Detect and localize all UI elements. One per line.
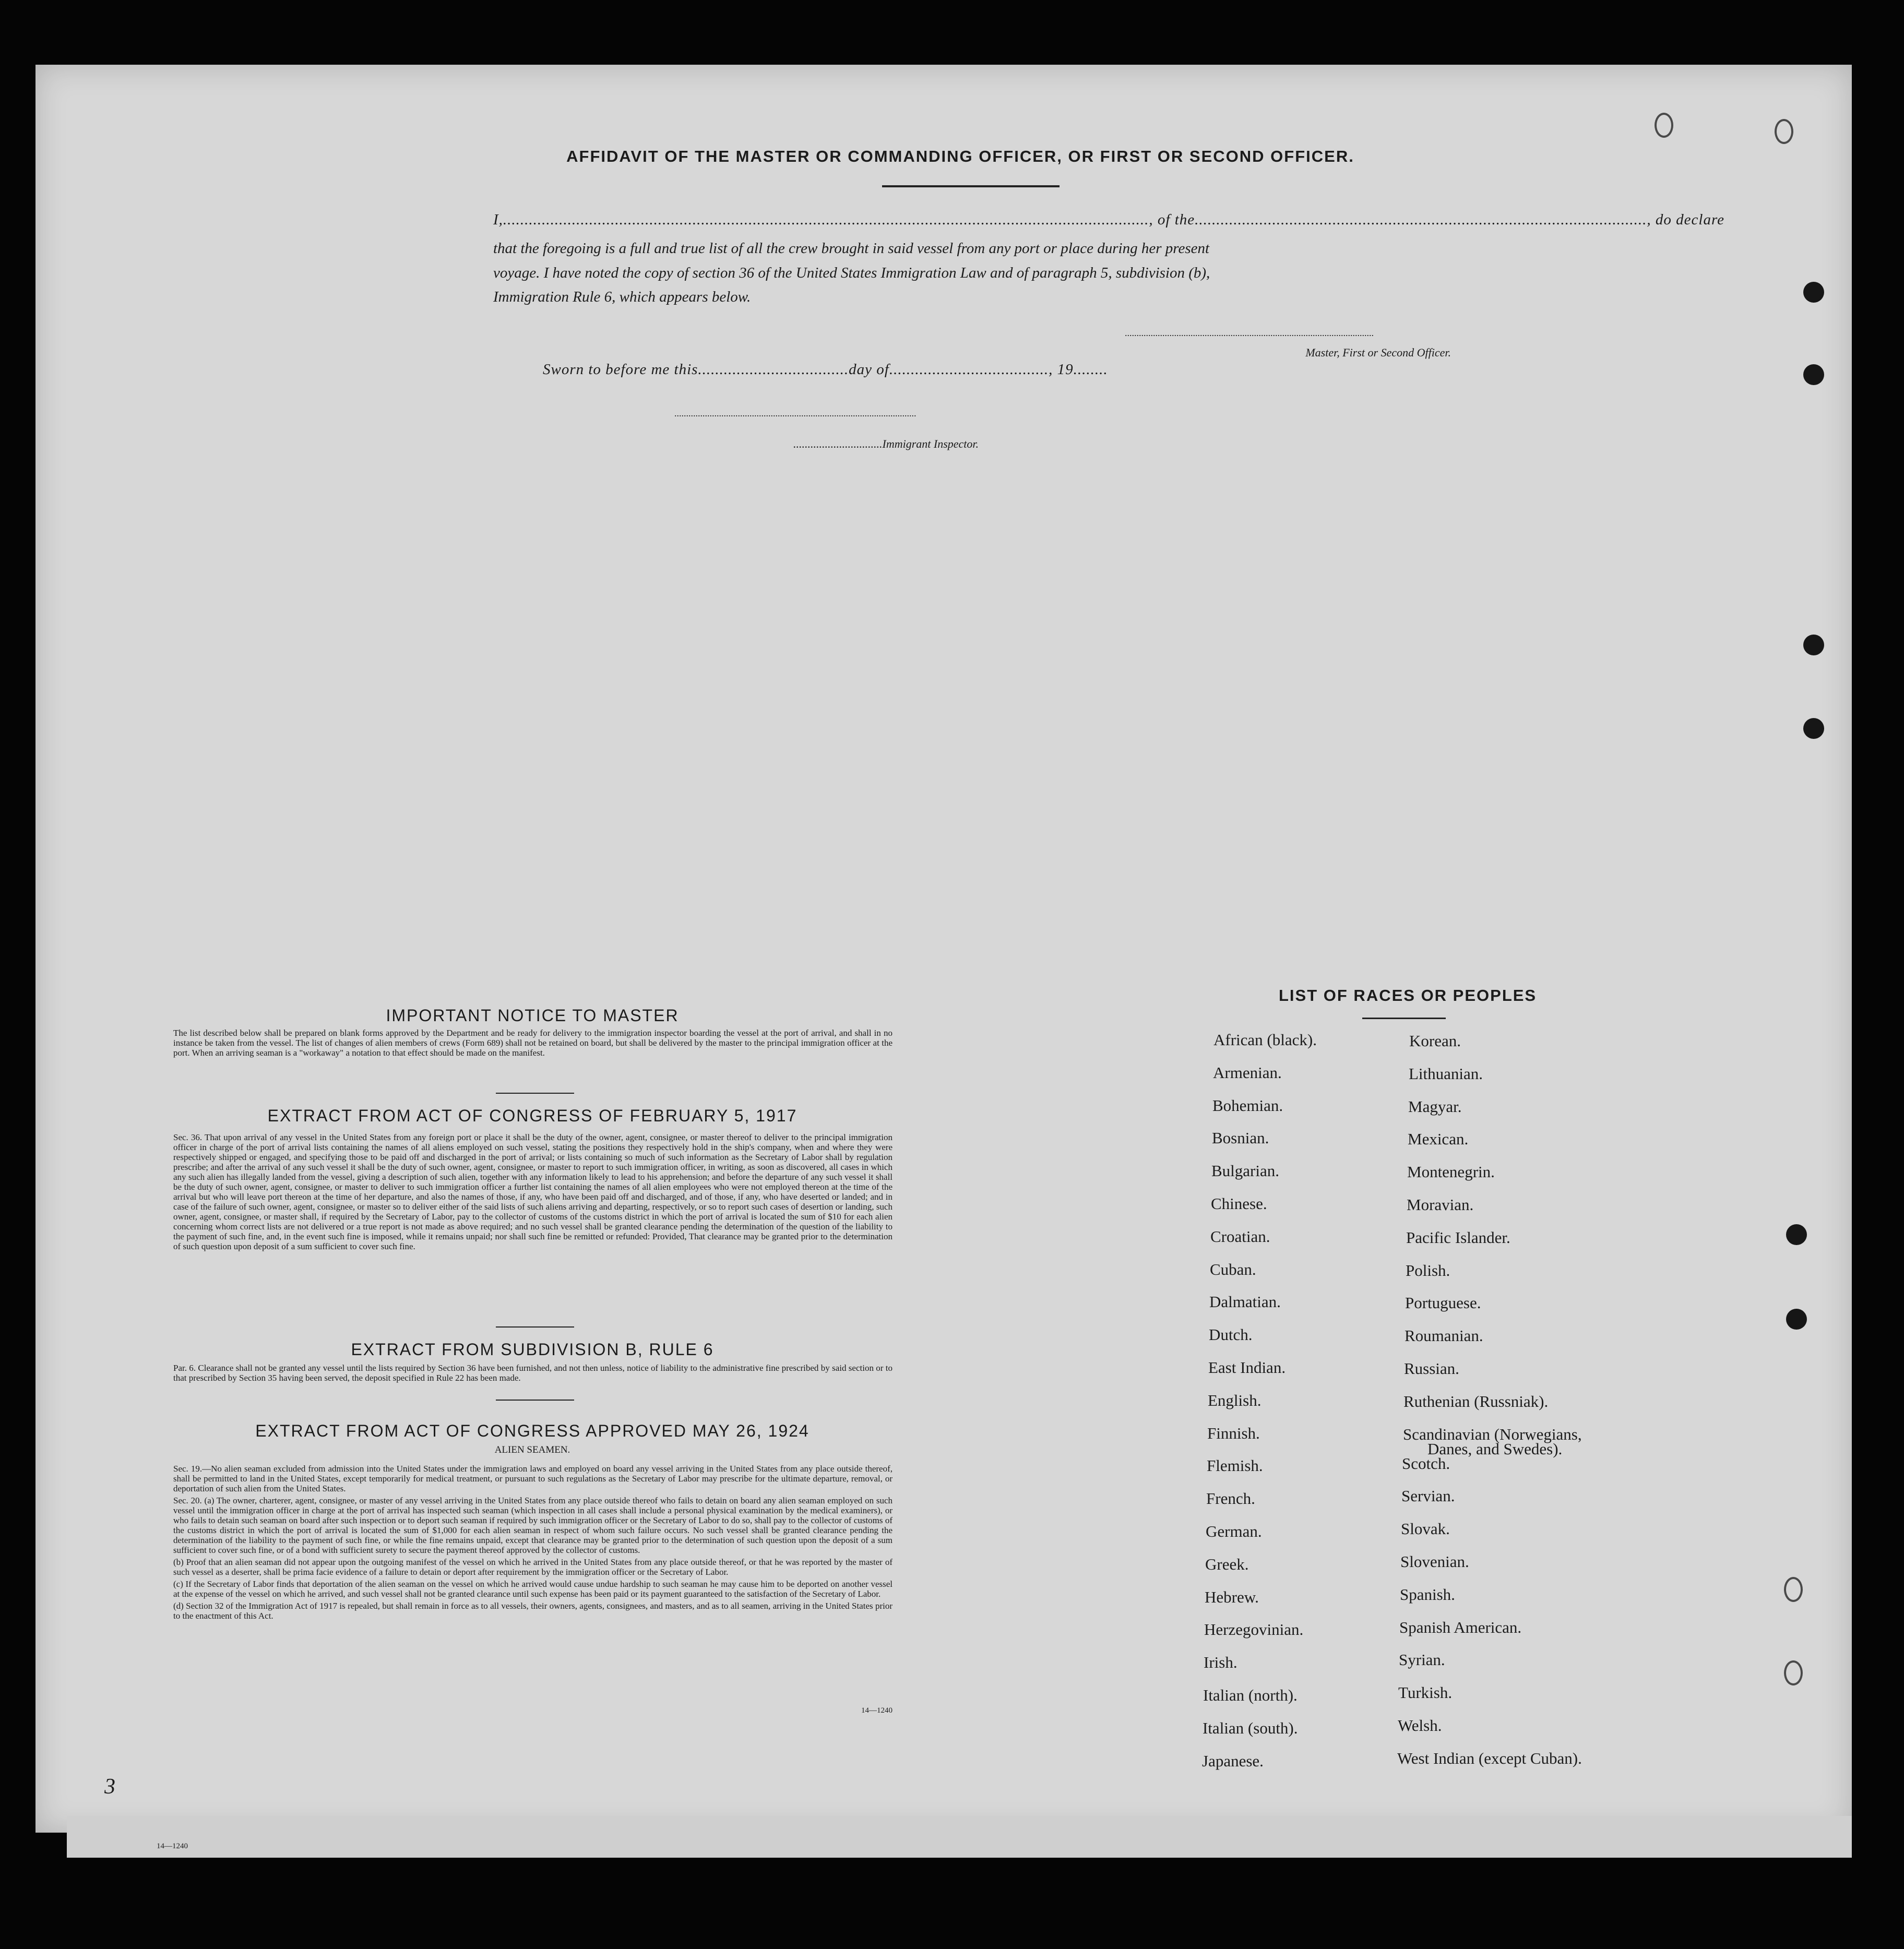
race-item: Armenian. xyxy=(1213,1063,1282,1082)
sec-20d: (d) Section 32 of the Immigration Act of 1917 is repealed, but shall remain in force as to all vessels, their owners, agents, consignees, and masters, and as to all seamen, arriving in the United States prior to the enactment of this Act. xyxy=(173,1601,892,1621)
race-item: Chinese. xyxy=(1211,1194,1267,1213)
race-item: Korean. xyxy=(1409,1032,1461,1050)
race-item: German. xyxy=(1206,1522,1262,1540)
race-item: English. xyxy=(1208,1391,1262,1409)
race-item: Dalmatian. xyxy=(1209,1293,1281,1311)
race-item: Slovenian. xyxy=(1400,1552,1469,1571)
punch-hole xyxy=(1803,635,1824,655)
race-item: Bosnian. xyxy=(1212,1129,1269,1147)
race-item: Finnish. xyxy=(1207,1424,1260,1442)
race-item: Moravian. xyxy=(1407,1195,1474,1214)
race-item: Italian (south). xyxy=(1203,1718,1298,1737)
race-item: Polish. xyxy=(1406,1261,1450,1280)
race-item: Pacific Islander. xyxy=(1406,1228,1510,1247)
sec-20b: (b) Proof that an alien seaman did not appear upon the outgoing manifest of the vessel on which he arrived in the United States from any place outside thereof, or that he was reported by the master of such vessel as a deserter, shall be prima facie evidence of a failure to detain or deport after requirement by the immigration officer or the Secretary of Labor. xyxy=(173,1557,892,1577)
race-item: Syrian. xyxy=(1399,1651,1445,1669)
punch-hole xyxy=(1803,282,1824,303)
punch-hole xyxy=(1786,1309,1807,1330)
race-item: Greek. xyxy=(1205,1555,1249,1573)
inspector-label: ...............................Immigrant Inspector. xyxy=(793,437,979,450)
race-item: Welsh. xyxy=(1398,1716,1442,1735)
inspector-signature-line: ....................................................................................................... xyxy=(674,408,917,419)
race-item: West Indian (except Cuban). xyxy=(1397,1749,1582,1767)
race-item: Croatian. xyxy=(1210,1227,1270,1246)
race-item: Irish. xyxy=(1204,1653,1237,1672)
signature-label: Master, First or Second Officer. xyxy=(1305,346,1451,359)
race-item: Herzegovinian. xyxy=(1204,1620,1304,1639)
race-item: Russian. xyxy=(1404,1359,1459,1378)
race-item: Turkish. xyxy=(1398,1683,1453,1702)
race-item: Spanish. xyxy=(1400,1585,1455,1604)
sec-20c: (c) If the Secretary of Labor finds that deportation of the alien seaman on the vessel on which he arrived would cause undue hardship to such seaman he may cause him to be deported on another vessel at the expense of the vessel on which he arrived, and such vessel shall not be granted clearance until such expense has been paid or its payment guaranteed to the satisfaction of the Secretary of Labor. xyxy=(173,1579,892,1599)
race-item: Lithuanian. xyxy=(1409,1064,1483,1083)
title-rule xyxy=(882,185,1060,187)
rule6-rule xyxy=(496,1400,574,1401)
race-item: Scotch. xyxy=(1402,1454,1450,1473)
race-item: Japanese. xyxy=(1202,1751,1264,1770)
race-item: Cuban. xyxy=(1210,1260,1256,1278)
race-item: Mexican. xyxy=(1408,1130,1469,1149)
notice-rule xyxy=(496,1093,574,1094)
page-mark: 3 xyxy=(104,1775,115,1799)
extract-1924-subtitle: ALIEN SEAMEN. xyxy=(494,1444,570,1455)
punch-hole xyxy=(1803,718,1824,739)
bottom-form-number: 14—1240 xyxy=(157,1842,188,1850)
sec-19: Sec. 19.—No alien seaman excluded from admission into the United States under the immigration laws and employed on board any vessel arriving in the United States from any place outside thereof, shall be permitted to land in the United States, except temporarily for medical treatment, or pursuant to such regulations as the Secretary of Labor may prescribe for the ultimate departure, removal, or deportation of such alien from the United States. xyxy=(173,1464,892,1493)
punch-hole xyxy=(1784,1577,1803,1602)
race-item: French. xyxy=(1206,1489,1255,1508)
races-rule xyxy=(1362,1018,1446,1019)
affidavit-line-3: voyage. I have noted the copy of section 36 of the United States Immigration Law and of paragraph 5, subdivision (b), xyxy=(493,265,1210,281)
punch-hole xyxy=(1655,113,1673,138)
race-item: African (black). xyxy=(1213,1031,1317,1049)
race-item: Italian (north). xyxy=(1203,1686,1298,1704)
affidavit-title: AFFIDAVIT OF THE MASTER OR COMMANDING OFFICER, OR FIRST OR SECOND OFFICER. xyxy=(566,147,1354,165)
punch-hole xyxy=(1784,1660,1803,1685)
race-item: Dutch. xyxy=(1209,1325,1253,1344)
race-item: Portuguese. xyxy=(1405,1294,1481,1312)
affidavit-line-4: Immigration Rule 6, which appears below. xyxy=(493,289,751,305)
notice-title: IMPORTANT NOTICE TO MASTER xyxy=(386,1006,679,1025)
rule6-body: Par. 6. Clearance shall not be granted any vessel until the lists required by Section 36 have been furnished, and not then unless, notice of liability to the administrative fine prescribed by said section or to that prescribed by Section 35 having been served, the deposit specified in Rule 22 has been made. xyxy=(173,1363,892,1383)
race-item: East Indian. xyxy=(1208,1358,1286,1377)
punch-hole xyxy=(1803,364,1824,385)
race-item: Magyar. xyxy=(1408,1097,1462,1116)
race-item: Montenegrin. xyxy=(1407,1163,1495,1181)
punch-hole xyxy=(1775,119,1793,144)
race-item: Bulgarian. xyxy=(1211,1162,1279,1180)
race-item: Spanish American. xyxy=(1399,1618,1522,1636)
race-item: Flemish. xyxy=(1207,1456,1263,1475)
punch-hole xyxy=(1786,1224,1807,1245)
race-item: Servian. xyxy=(1401,1487,1455,1505)
extract-1917-rule xyxy=(496,1326,574,1328)
underlying-page-edge xyxy=(67,1816,1852,1858)
race-item: Danes, and Swedes). xyxy=(1427,1439,1563,1458)
extract-1924-title: EXTRACT FROM ACT OF CONGRESS APPROVED MAY 26, 1924 xyxy=(255,1421,810,1440)
race-item: Hebrew. xyxy=(1205,1587,1259,1606)
extract-1924-body xyxy=(173,1464,892,1621)
sworn-line: Sworn to before me this...................................day of....................................., 19........ xyxy=(543,361,1108,378)
sec-20a: Sec. 20. (a) The owner, charterer, agent, consignee, or master of any vessel arriving in the United States from any place outside thereof who fails to detain on board any alien seaman employed on such vessel until the immigration officer in charge at the port of arrival has inspected such seaman (which inspection in all cases shall include a personal physical examination by the medical examiners), or who fails to detain such seaman on board after such inspection or to deport such seaman if required by such immigration officer or the Secretary of Labor to do so, shall pay to the collector of customs of the customs district in which the port of arrival is located the sum of $1,000 for each alien seaman in respect of whom such failure occurs. No such vessel shall be granted clearance pending the determination of the liability to the payment of such fine, or while the fine remains unpaid, except that clearance may be granted prior to the determination of such question upon the deposit of a sum sufficient to cover such fine, or of a bond with sufficient surety to secure the payment thereof approved by the collector of customs. xyxy=(173,1496,892,1555)
race-item: Ruthenian (Russniak). xyxy=(1403,1392,1549,1410)
signature-line: .......................................................................................................... xyxy=(1125,328,1374,338)
form-number: 14—1240 xyxy=(861,1706,892,1715)
notice-body: The list described below shall be prepared on blank forms approved by the Department and be ready for delivery to the immigration inspector boarding the vessel at the port of arrival, and shall in no instance be taken from the vessel. The list of changes of alien members of crews (Form 689) shall not be retained on board, but shall be delivered by the master to the principal immigration officer at the port. When an arriving seaman is a "workaway" a notation to that effect should be made on the manifest. xyxy=(173,1028,892,1058)
race-item: Bohemian. xyxy=(1212,1096,1283,1115)
affidavit-line-2: that the foregoing is a full and true list of all the crew brought in said vessel from any port or place during her present xyxy=(493,240,1210,257)
extract-1917-title: EXTRACT FROM ACT OF CONGRESS OF FEBRUARY 5, 1917 xyxy=(267,1106,798,1125)
extract-1917-body: Sec. 36. That upon arrival of any vessel in the United States from any foreign port or place it shall be the duty of the owner, agent, consignee, or master thereof to deliver to the principal immigration officer in charge of the port of arrival lists containing the names of all aliens employed on such vessel, stating the positions they respectively hold in the ship's company, when and where they were respectively shipped or engaged, and specifying those to be paid off and discharged in the port of arrival; or lists containing so much of such information as the Secretary of Labor shall by regulation prescribe; and after the arrival of any such vessel it shall be the duty of such owner, agent, consignee, or master to report to such immigration officer, in writing, as soon as discovered, all cases in which any such alien has illegally landed from the vessel, giving a description of such alien, together with any information likely to lead to his apprehension; and before the departure of any such vessel it shall be the duty of such owner, agent, consignee, or master to deliver to such immigration officer a further list containing the names of all alien employees who were not employed thereon at the time of the arrival but who will leave port thereon at the time of her departure, and also the names of those, if any, who have been paid off and discharged, and of those, if any, who have deserted or landed; and in case of the failure of such owner, agent, consignee, or master so to deliver either of the said lists of such aliens arriving and departing, respectively, or so to report such cases of desertion or landing, such owner, agent, consignee, or master shall, if required by the Secretary of Labor, pay to the collector of customs of the customs district in which the port of arrival is located the sum of $10 for each alien concerning whom correct lists are not delivered or a true report is not made as above required; and no such vessel shall be granted clearance pending the determination of the question of the liability to the payment of such fine, and, in the event such fine is imposed, while it remains unpaid; nor shall such fine be remitted or refunded: Provided, That clearance may be granted prior to the determination of such question upon deposit of a sum sufficient to cover such fine. xyxy=(173,1132,892,1251)
races-title: LIST OF RACES OR PEOPLES xyxy=(1279,986,1537,1005)
rule6-title: EXTRACT FROM SUBDIVISION B, RULE 6 xyxy=(351,1340,714,1359)
race-item: Roumanian. xyxy=(1405,1326,1483,1345)
race-item: Scandinavian (Norwegians, xyxy=(1403,1425,1582,1443)
affidavit-line-1: I,......................................................................................................................................................, of the........................................................................................................., do declare xyxy=(493,211,1725,228)
race-item: Slovak. xyxy=(1401,1520,1450,1538)
